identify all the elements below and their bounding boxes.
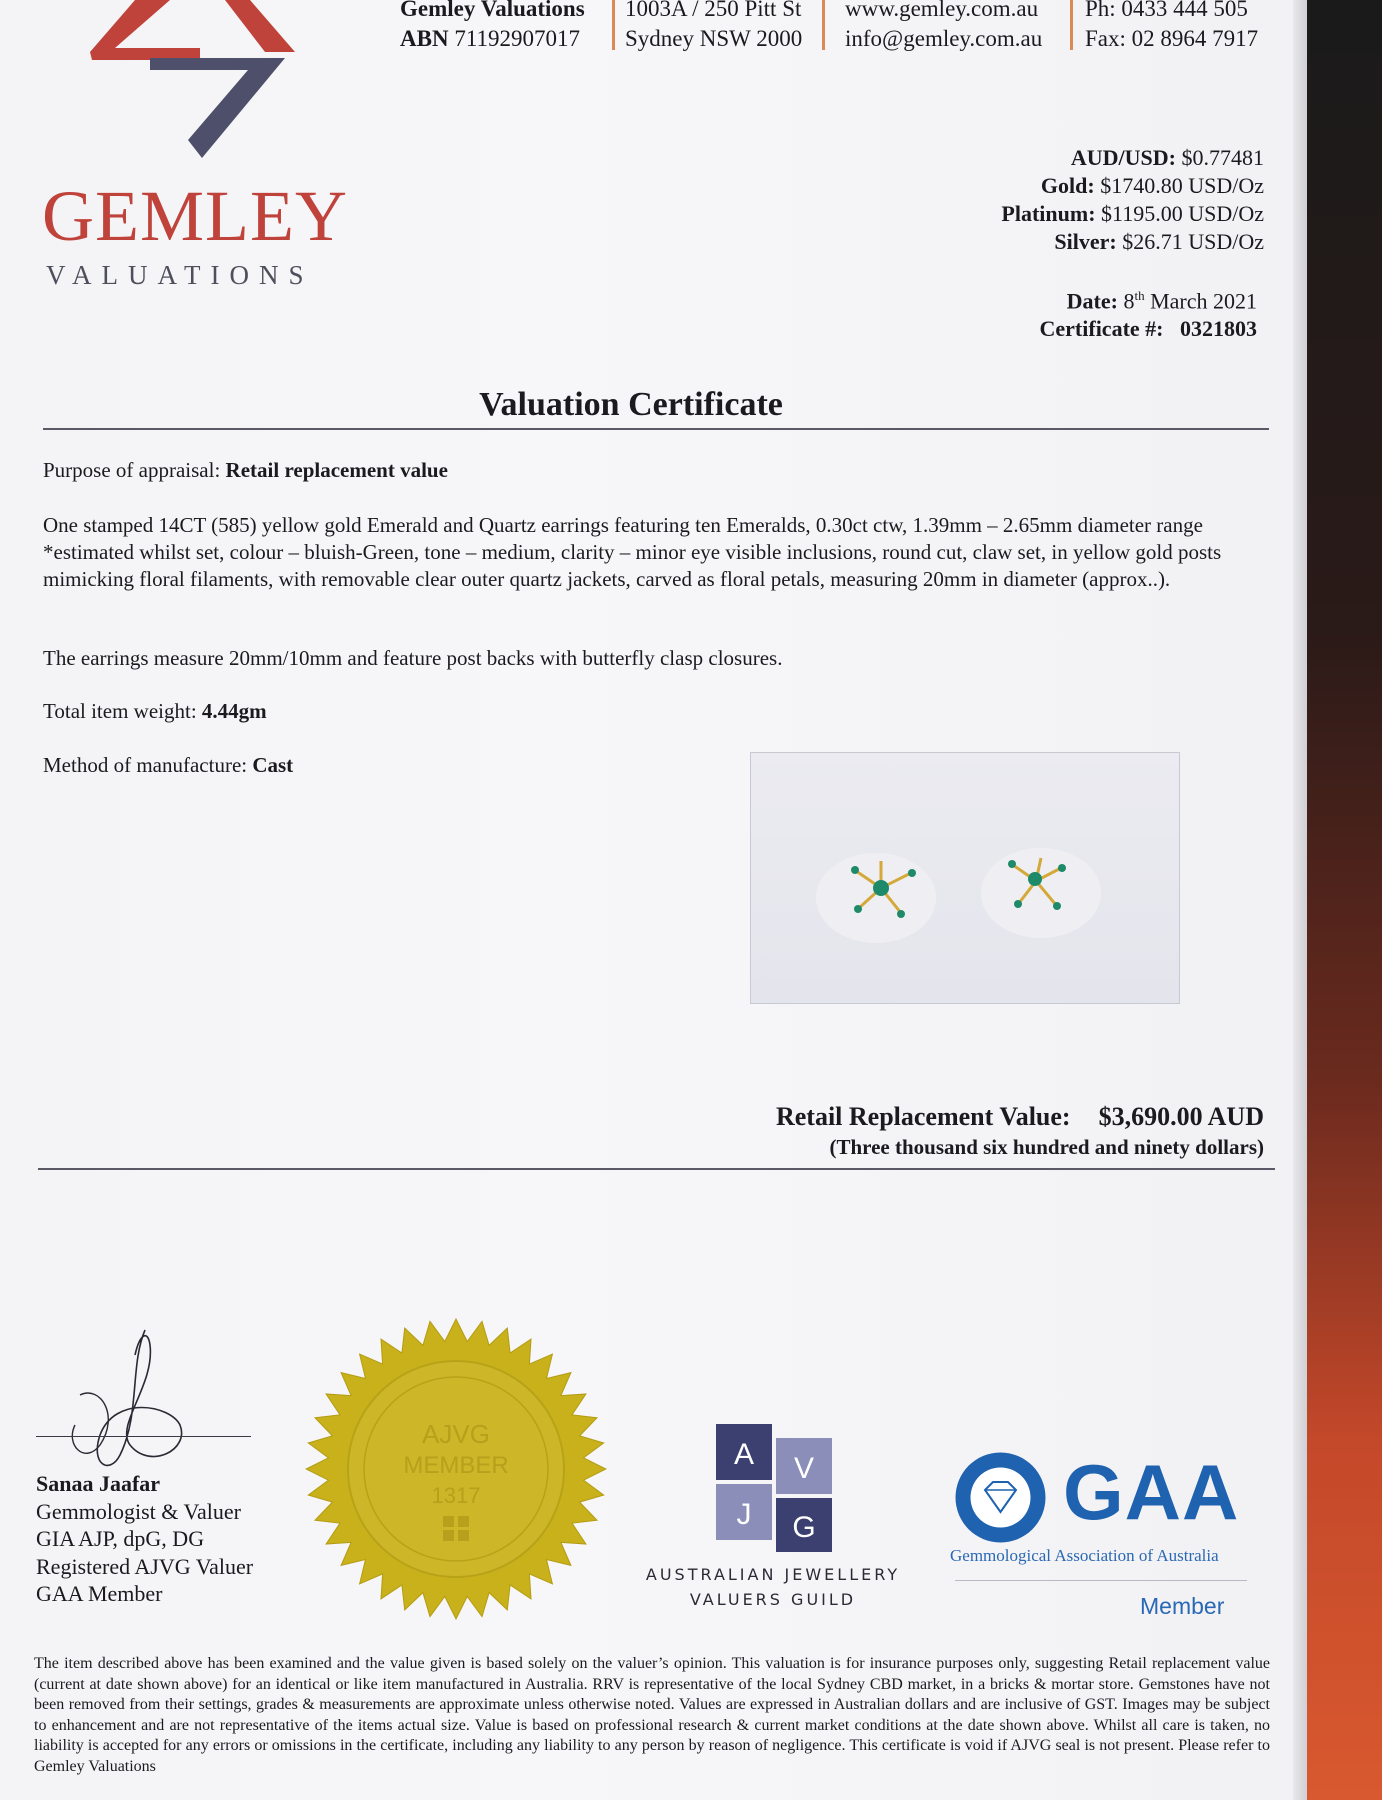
email: info@gemley.com.au [845,26,1043,51]
address-line2: Sydney NSW 2000 [625,26,803,51]
ajvg-caption: AUSTRALIAN JEWELLERY VALUERS GUILD [645,1565,901,1609]
company-abn [400,24,585,54]
rate-row: Gold: $1740.80 USD/Oz [1040,173,1264,198]
gaa-emblem-icon [953,1450,1048,1545]
gaa-wordmark: GAA [1063,1448,1240,1536]
earrings-image [751,753,1179,1003]
valuer-title: Gemmologist & Valuer [36,1498,241,1524]
phone: Ph: 0433 444 505 [1085,0,1248,21]
svg-text:G: G [792,1511,816,1544]
rate-row: Platinum: $1195.00 USD/Oz [1001,201,1264,226]
title-rule [43,428,1269,430]
abn-label: ABN [400,26,449,51]
company-name: Gemley Valuations [400,0,585,21]
retail-replacement-value [776,1104,1264,1130]
header-divider [612,0,615,50]
svg-text:AJVG: AJVG [422,1419,490,1449]
header-address [625,0,802,54]
disclaimer: The item described above has been examined and the value given is based solely on the valuer’s opinion. This valuation is for insurance purposes only, suggesting Retail replacement value (current at date shown above) for an identical or like item manufactured in Australia. RRV is representative of the local Sydney CBD market, in a bricks & mortar store. Gemstones have not been removed from their settings, grades & measurements are approximate unless otherwise noted. Values are expressed in Australian dollars and are inclusive of GST. Images may be subject to enhancement and are not representative of the items actual size. Value is based on professional research & current market conditions at the date shown above. Whilst all care is taken, no liability is accepted for any errors or omissions in the certificate, including any liability to any person by reason of negligence. This certificate is void if AJVG seal is not present. Please refer to Gemley Valuations [34,1655,1270,1775]
valuer-registration: Registered AJVG Valuer [36,1553,254,1579]
page-title: Valuation Certificate [479,386,783,423]
valuer-details [36,1470,253,1608]
rrv-words: (Three thousand six hundred and ninety dollars) [829,1135,1264,1159]
rate-row: Silver: $26.71 USD/Oz [1054,229,1264,254]
rrv-label: Retail Replacement Value: [775,1102,1071,1131]
logo-subtitle: VALUATIONS [46,260,314,290]
website: www.gemley.com.au [845,0,1039,21]
ajvg-seal-icon [305,1318,607,1620]
measurements-line: The earrings measure 20mm/10mm and feature post backs with butterfly clasp closures. [43,646,783,670]
address-line1: 1003A / 250 Pitt St [625,0,802,21]
rrv-amount: $3,690.00 AUD [1098,1102,1264,1131]
signature-icon [60,1325,210,1485]
header-phone [1085,0,1258,54]
weight-line: Total item weight: 4.44gm [43,699,267,723]
gemley-logo-icon [80,0,300,165]
fax: Fax: 02 8964 7917 [1085,26,1259,51]
gaa-member-label: Member [1140,1593,1225,1619]
metal-rates [1001,144,1264,256]
signature-line [36,1436,251,1437]
binder-edge [1293,0,1307,1800]
gaa-subtitle: Gemmological Association of Australia [950,1546,1219,1565]
rate-row: AUD/USD: $0.77481 [1070,145,1264,170]
binder-strip [1307,0,1382,1800]
gaa-divider [955,1580,1247,1581]
certificate-date: Date: 8th March 2021 [1066,288,1257,314]
ajvg-logo-icon [716,1424,834,1552]
certificate-meta [1040,282,1257,343]
valuer-qualifications: GIA AJP, dpG, DG [36,1526,205,1551]
svg-text:1317: 1317 [431,1483,481,1508]
valuer-membership: GAA Member [36,1581,163,1606]
logo-wordmark: GEMLEY [42,176,348,256]
item-description: One stamped 14CT (585) yellow gold Emerald and Quartz earrings featuring ten Emeralds, 0.30ct ctw, 1.39mm – 2.65mm diameter range *estimated whilst set, colour – bluish-Green, tone – medium, clarity – minor eye visible inclusions, round cut, claw set, in yellow gold posts mimicking floral filaments, with removable clear outer quartz jackets, carved as floral petals, measuring 20mm in diameter (approx..). [43,513,1222,591]
header-company [400,0,585,54]
item-photo [750,752,1180,1004]
header-web [845,0,1042,54]
purpose-line: Purpose of appraisal: Retail replacement value [43,458,448,482]
svg-text:MEMBER: MEMBER [403,1452,509,1479]
valuer-name: Sanaa Jaafar [36,1471,161,1496]
valuation-rule [38,1168,1275,1170]
header-divider [822,0,825,50]
certificate-number: Certificate #: 0321803 [1039,316,1257,342]
svg-text:V: V [793,1452,815,1485]
svg-text:A: A [733,1438,755,1471]
manufacture-line: Method of manufacture: Cast [43,753,294,777]
header-divider [1070,0,1073,50]
abn-value: 71192907017 [454,26,580,51]
svg-text:J: J [736,1498,752,1531]
